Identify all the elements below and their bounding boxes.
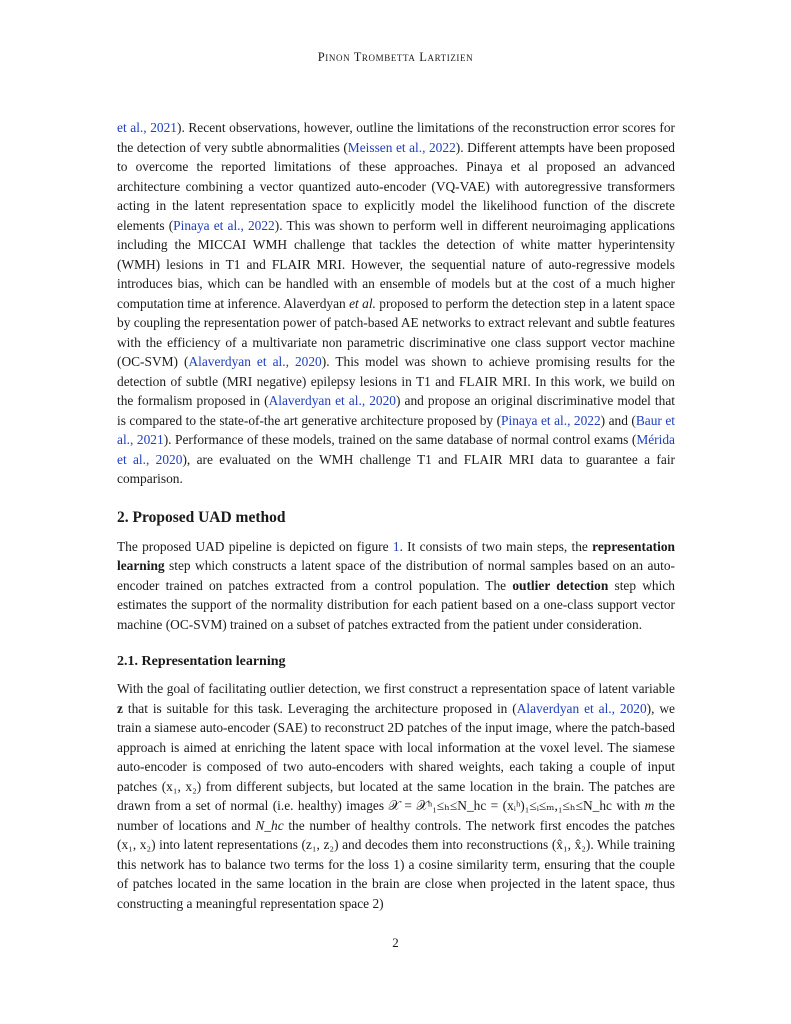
text-run: step which estimates the support of the normality distribution for each patient based on a one-class support vector machine (OC-SVM) trained on a subset of patches extracted from the patient under consideration.	[117, 577, 675, 632]
text-run: the number of healthy controls. The network first encodes the patches (x₁, x₂) into latent representations (z₁, z₂) and decodes them into reconstructions (x̂₁, x̂₂). While training this network has to balance two terms for the loss 1) a cosine similarity term, ensuring that the couple of patches located in the same location in the brain are close when projected in the latent space, thus constructing a meaningful representation space 2)	[117, 817, 675, 911]
intro-paragraph	[117, 118, 675, 489]
text-run: step which constructs a latent space of the distribution of normal samples based on an auto-encoder trained on patches extracted from a control population. The	[117, 558, 675, 593]
citation-link[interactable]: Mérida et al., 2020	[117, 432, 675, 467]
text-run: ). Recent observations, however, outline the limitations of the reconstruction error scores for the detection of very subtle abnormalities (	[117, 120, 676, 155]
text-run: ). This model was shown to achieve promising results for the detection of subtle (MRI negative) epilepsy lesions in T1 and FLAIR MRI. In this work, we build on the formalism proposed in (	[117, 354, 676, 408]
text-run: ) and propose an original discriminative model that is compared to the state-of-the art generative architecture proposed by (	[117, 393, 675, 428]
math-z: z	[117, 700, 123, 716]
page-number: 2	[392, 935, 399, 950]
citation-link[interactable]: Pinaya et al., 2022	[173, 217, 275, 233]
subsection-heading: 2.1. Representation learning	[117, 654, 286, 669]
citation-link[interactable]: Pinaya et al., 2022	[501, 412, 601, 428]
math-m: m	[644, 798, 655, 813]
section-heading: 2. Proposed UAD method	[117, 508, 286, 526]
text-run: With the goal of facilitating outlier detection, we first construct a representation space of latent variable	[117, 681, 675, 696]
text-run: ), are evaluated on the WMH challenge T1 and FLAIR MRI data to guarantee a fair comparison.	[117, 451, 675, 486]
running-head: Pinon Trombetta Lartizien	[317, 50, 474, 64]
bold-term: representation learning	[117, 538, 675, 573]
text-run: the number of locations and	[117, 798, 675, 833]
citation-link[interactable]: Alaverdyan et al., 2020	[268, 393, 396, 408]
italic-et-al: et al.	[349, 295, 376, 311]
figure-link[interactable]: 1	[392, 538, 400, 554]
citation-link[interactable]: Meissen et al., 2022	[347, 139, 456, 155]
math-nhc: N_hc	[255, 817, 284, 833]
page-content	[117, 118, 675, 913]
text-run: proposed to perform the detection step in a latent space by coupling the representation power of patch-based AE networks to extract relevant and subtle features with the efficiency of a multivariate non parametric discriminative one class support vector machine (OC-SVM) (	[117, 295, 675, 369]
text-run: ). Performance of these models, trained on the same database of normal control exams (	[163, 432, 637, 447]
citation-link[interactable]: et al., 2021	[117, 120, 177, 135]
text-run: ). This was shown to perform well in different neuroimaging applications including the MICCAI WMH challenge that tackles the detection of white matter hyperintensity (WMH) lesions in T1 and FLAIR MRI. However, the sequential nature of auto-regressive models introduces bias, which can be handled with an ensemble of models but at the cost of a much higher computation time at inference. Alaverdyan	[117, 217, 675, 311]
citation-link[interactable]: Alaverdyan et al., 2020	[188, 354, 322, 369]
text-run: that is suitable for this task. Leveraging the architecture proposed in (	[122, 700, 517, 716]
text-run: ). Different attempts have been proposed to overcome the reported limitations of these approaches. Pinaya et al proposed an advanced architecture combining a vector quantized auto-encoder (VQ-VAE) with autoregressive transformers acting in the latent representation space to explicitly model the likelihood function of the discrete elements (	[117, 139, 675, 233]
citation-link[interactable]: Baur et al., 2021	[117, 412, 675, 447]
bold-term: outlier detection	[512, 577, 609, 593]
text-run: . It consists of two main steps, the	[399, 538, 593, 554]
section-paragraph	[117, 537, 675, 635]
text-run: ), we train a siamese auto-encoder (SAE) to reconstruct 2D patches of the input image, where the patch-based approach is aimed at enriching the latent space with local information at the voxel level. The siamese auto-encoder is composed of two auto-encoders with shared weights, each taking a couple of input patches (x₁, x₂) from different subjects, but located at the same location in the brain. The patches are drawn from a set of normal (i.e. healthy) images 𝒳 = 𝒳ʰ₁≤ₕ≤N_hc = (xᵢʰ)₁≤ᵢ≤ₘ,₁≤ₕ≤N_hc with	[117, 700, 675, 813]
citation-link[interactable]: Alaverdyan et al., 2020	[516, 700, 647, 716]
text-run: The proposed UAD pipeline is depicted on figure	[117, 538, 393, 554]
subsection-paragraph	[117, 679, 675, 913]
text-run: ) and (	[600, 412, 636, 428]
